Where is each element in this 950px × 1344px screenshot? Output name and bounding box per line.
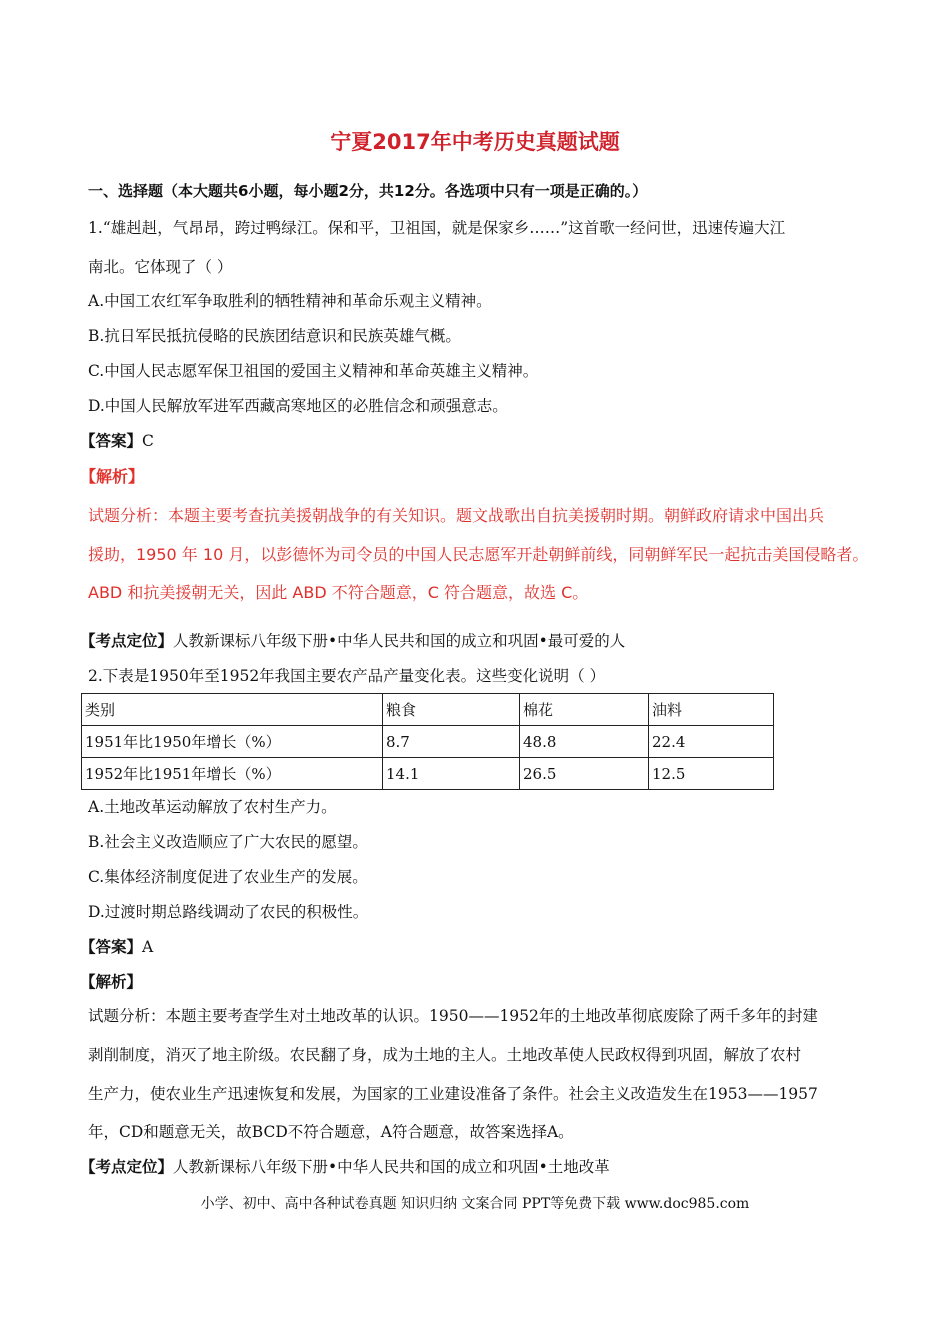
- table-row: [82, 758, 774, 790]
- q2-answer: [80, 935, 153, 957]
- table-cell: 14.1: [383, 758, 520, 790]
- q2-option-c: C.集体经济制度促进了农业生产的发展。: [88, 868, 368, 886]
- table-header-cell: 类别: [82, 694, 383, 726]
- q2-kaodian-label: 【考点定位】: [80, 1157, 174, 1176]
- q1-option-c: C.中国人民志愿军保卫祖国的爱国主义精神和革命英雄主义精神。: [88, 362, 539, 380]
- q1-analysis-line3: ABD 和抗美援朝无关，因此 ABD 不符合题意，C 符合题意，故选 C。: [88, 583, 589, 602]
- q1-answer-label: 【答案】: [80, 431, 143, 450]
- page-footer: 小学、初中、高中各种试卷真题 知识归纳 文案合同 PPT等免费下载 www.doc985.com: [200, 1196, 750, 1212]
- q2-analysis-line1: 试题分析：本题主要考查学生对土地改革的认识。1950——1952年的土地改革彻底废除了两千多年的封建: [88, 1007, 818, 1025]
- q2-option-b: B.社会主义改造顺应了广大农民的愿望。: [88, 833, 368, 851]
- table-cell: 8.7: [383, 726, 520, 758]
- q2-stem: 2.下表是1950年至1952年我国主要农产品产量变化表。这些变化说明（ ）: [88, 667, 606, 685]
- q2-analysis-line3: 生产力，使农业生产迅速恢复和发展，为国家的工业建设准备了条件。社会主义改造发生在1953——1957: [88, 1085, 818, 1103]
- table-cell: 22.4: [649, 726, 774, 758]
- q2-kaodian-value: 人教新课标八年级下册•中华人民共和国的成立和巩固•土地改革: [173, 1158, 610, 1176]
- page-title: 宁夏2017年中考历史真题试题: [330, 130, 620, 154]
- table-cell: 12.5: [649, 758, 774, 790]
- table-header-cell: 油料: [649, 694, 774, 726]
- q1-option-a: A.中国工农红军争取胜利的牺牲精神和革命乐观主义精神。: [88, 292, 492, 310]
- q1-option-d: D.中国人民解放军进军西藏高寒地区的必胜信念和顽强意志。: [88, 397, 508, 415]
- q1-stem-line2: 南北。它体现了（ ）: [88, 258, 233, 276]
- q2-option-a: A.土地改革运动解放了农村生产力。: [88, 798, 337, 816]
- section-heading: 一、选择题（本大题共6小题，每小题2分，共12分。各选项中只有一项是正确的。）: [88, 182, 648, 200]
- q2-option-d: D.过渡时期总路线调动了农民的积极性。: [88, 903, 369, 921]
- q2-answer-label: 【答案】: [80, 937, 143, 956]
- q1-kaodian-value: 人教新课标八年级下册•中华人民共和国的成立和巩固•最可爱的人: [173, 632, 626, 650]
- table-row: [82, 726, 774, 758]
- table-header-cell: 粮食: [383, 694, 520, 726]
- production-table: [81, 693, 774, 790]
- q1-answer: [80, 429, 154, 451]
- table-header-row: [82, 694, 774, 726]
- q1-answer-value: C: [142, 432, 154, 450]
- table-cell: 1952年比1951年增长（%）: [82, 758, 383, 790]
- table-cell: 26.5: [520, 758, 649, 790]
- table-header-cell: 棉花: [520, 694, 649, 726]
- q1-stem-line1: 1.“雄赳赳，气昂昂，跨过鸭绿江。保和平，卫祖国，就是保家乡……”这首歌一经问世，迅速传遍大江: [88, 219, 786, 237]
- table-cell: 1951年比1950年增长（%）: [82, 726, 383, 758]
- q2-answer-value: A: [142, 938, 154, 956]
- q1-analysis-line2: 援助，1950 年 10 月，以彭德怀为司令员的中国人民志愿军开赴朝鲜前线，同朝鲜军民一起抗击美国侵略者。: [88, 545, 869, 564]
- q1-option-b: B.抗日军民抵抗侵略的民族团结意识和民族英雄气概。: [88, 327, 461, 345]
- q1-kaodian-label: 【考点定位】: [80, 631, 174, 650]
- q2-analysis-line2: 剥削制度，消灭了地主阶级。农民翻了身，成为土地的主人。土地改革使人民政权得到巩固，解放了农村: [88, 1046, 802, 1064]
- q2-kaodian: [80, 1155, 610, 1177]
- table-cell: 48.8: [520, 726, 649, 758]
- q1-analysis-line1: 试题分析：本题主要考查抗美援朝战争的有关知识。题文战歌出自抗美援朝时期。朝鲜政府请求中国出兵: [88, 506, 825, 525]
- q2-analysis-line4: 年，CD和题意无关，故BCD不符合题意，A符合题意，故答案选择A。: [88, 1123, 574, 1141]
- q1-analysis-label: 【解析】: [80, 467, 145, 486]
- q2-analysis-label: 【解析】: [80, 972, 143, 991]
- q1-kaodian: [80, 629, 625, 651]
